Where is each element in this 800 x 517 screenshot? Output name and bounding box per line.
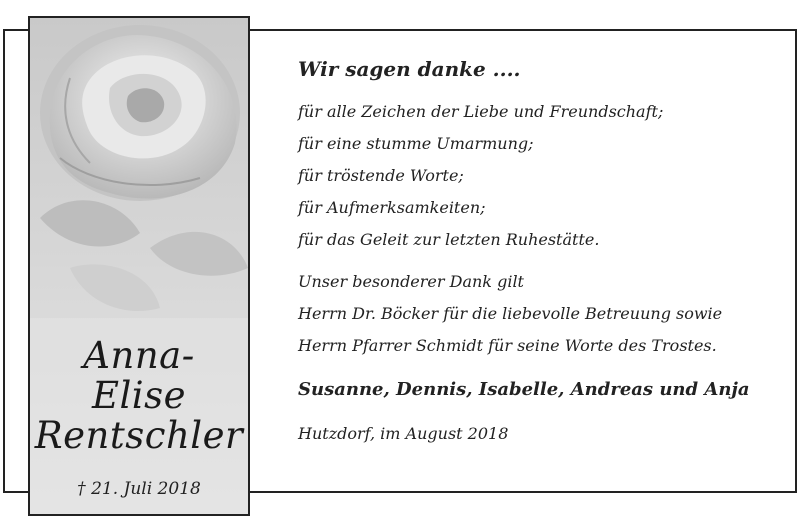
name-line-3: Rentschler (34, 414, 244, 457)
thanks-text (298, 52, 788, 448)
thanks-line: für das Geleit zur letzten Ruhestätte. (298, 230, 600, 249)
special-thanks-line: Unser besonderer Dank gilt (298, 272, 524, 291)
thanks-line: für eine stumme Umarmung; (298, 134, 534, 153)
thanks-line: für alle Zeichen der Liebe und Freundschaft; (298, 102, 664, 121)
place-date: Hutzdorf, im August 2018 (298, 424, 509, 443)
signers: Susanne, Dennis, Isabelle, Andreas und Anja (298, 379, 750, 400)
death-date: † 21. Juli 2018 (77, 479, 201, 499)
name-line-2: Elise (91, 374, 187, 417)
thanks-line: für tröstende Worte; (298, 166, 464, 185)
heading: Wir sagen danke .... (298, 57, 521, 81)
special-thanks-line: Herrn Pfarrer Schmidt für seine Worte des Trostes. (298, 336, 717, 355)
name-line-1: Anna- (83, 334, 195, 377)
deceased-name (30, 336, 248, 456)
thanks-line: für Aufmerksamkeiten; (298, 198, 486, 217)
special-thanks-line: Herrn Dr. Böcker für die liebevolle Betreuung sowie (298, 304, 723, 323)
rose-photo-panel (28, 16, 250, 516)
